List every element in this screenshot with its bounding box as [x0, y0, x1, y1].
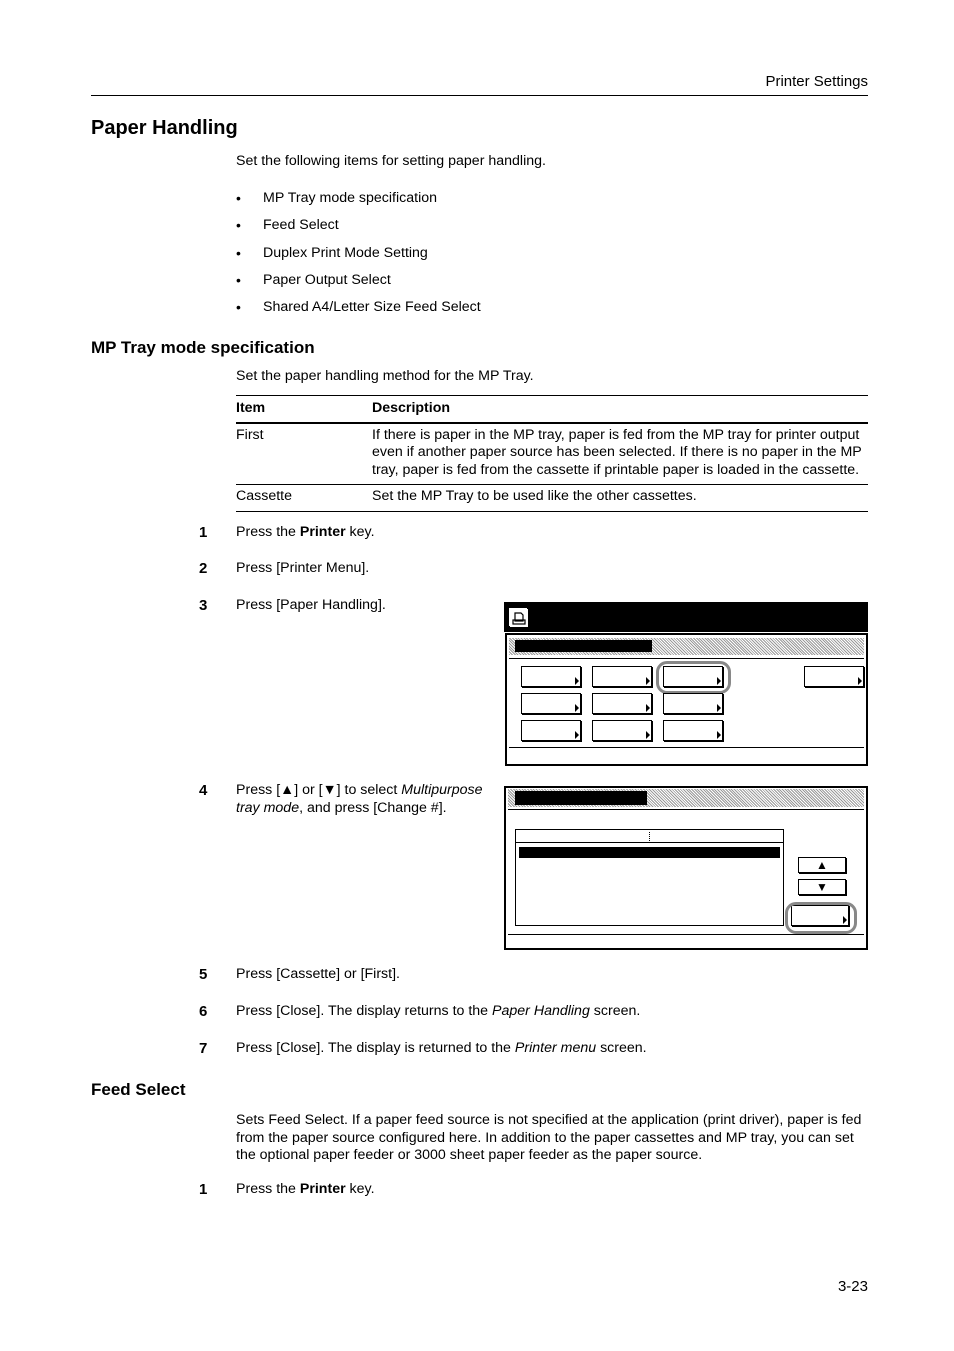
mp-tray-intro: Set the paper handling method for the MP Tray. [236, 368, 534, 384]
scroll-up-button[interactable] [798, 857, 846, 873]
down-arrow-icon: ▼ [816, 880, 828, 894]
step-number: 6 [199, 1003, 208, 1020]
menu-key[interactable] [663, 693, 723, 714]
divider [508, 934, 864, 935]
bullet-item: Shared A4/Letter Size Feed Select [263, 299, 481, 315]
page-title: Paper Handling [91, 117, 238, 139]
bullet-dot: • [236, 190, 241, 206]
table-rule [236, 511, 868, 512]
column-separator [649, 832, 650, 841]
settings-list[interactable] [515, 829, 784, 926]
screen-printer-menu [504, 602, 868, 766]
table-header-row [236, 396, 868, 422]
bullet-dot: • [236, 245, 241, 261]
bullet-item: Duplex Print Mode Setting [263, 245, 428, 261]
step-text: Press the Printer key. [236, 524, 375, 540]
bullet-item: MP Tray mode specification [263, 190, 438, 206]
step-text: Press [Paper Handling]. [236, 597, 386, 613]
up-arrow-icon: ▲ [816, 858, 828, 872]
step-number: 5 [199, 966, 208, 983]
bullet-item: Paper Output Select [263, 272, 391, 288]
table-cell-description: Set the MP Tray to be used like the other cassettes. [372, 488, 697, 504]
table-header-description: Description [372, 400, 451, 416]
list-item-selected[interactable] [519, 847, 780, 858]
scroll-down-button[interactable] [798, 879, 846, 895]
section-heading-mp-tray: MP Tray mode specification [91, 338, 315, 357]
step-text: Press [Close]. The display returns to the Paper Handling screen. [236, 1003, 641, 1019]
table-row [236, 485, 868, 511]
section-heading-feed-select: Feed Select [91, 1080, 186, 1099]
step-number: 4 [199, 782, 208, 799]
table-cell-item: First [236, 426, 264, 443]
bullet-dot: • [236, 217, 241, 233]
highlight-ring [785, 902, 857, 934]
table-row [236, 424, 868, 485]
menu-key[interactable] [592, 666, 652, 687]
step-number: 3 [199, 597, 208, 614]
bullet-item: Feed Select [263, 217, 339, 233]
step-number: 7 [199, 1040, 208, 1057]
menu-key[interactable] [521, 720, 581, 741]
step-text: Press [Close]. The display is returned to the Printer menu screen. [236, 1040, 647, 1056]
table-header-item: Item [236, 400, 266, 416]
list-header-rule [516, 842, 783, 843]
menu-key[interactable] [592, 693, 652, 714]
highlight-ring [656, 661, 731, 694]
step-number: 1 [199, 1181, 208, 1198]
table-cell-description: If there is paper in the MP tray, paper is fed from the MP tray for printer output even if another paper source has been selected. If there is no paper in the MP tray, paper is fed from the cassette if printable paper is loaded in the cassette. [372, 426, 862, 478]
mp-tray-table [236, 395, 868, 512]
bullet-dot: • [236, 272, 241, 288]
table-cell-item: Cassette [236, 488, 292, 504]
bullet-dot: • [236, 299, 241, 315]
screen-paper-handling [504, 786, 868, 950]
menu-key[interactable] [521, 693, 581, 714]
feed-select-body: Sets Feed Select. If a paper feed source is not specified at the application (print driver), paper is fed from the paper source configured here. In addition to the paper cassettes and MP tray, you can set the optional paper feeder or 3000 sheet paper feeder as the paper source. [236, 1112, 862, 1163]
step-text: Press [Cassette] or [First]. [236, 966, 400, 982]
screen-header-label [515, 640, 652, 652]
step-text: Press the Printer key. [236, 1181, 375, 1197]
running-header: Printer Settings [765, 73, 868, 90]
step-text: Press [▲] or [▼] to select Multipurpose tray mode, and press [Change #]. [236, 782, 483, 816]
divider [509, 747, 864, 748]
menu-key[interactable] [663, 720, 723, 741]
step-number: 1 [199, 524, 208, 541]
menu-key[interactable] [592, 720, 652, 741]
screen-header-label [515, 791, 647, 805]
step-text: Press [Printer Menu]. [236, 560, 370, 576]
page-number: 3-23 [837, 1278, 868, 1295]
step-number: 2 [199, 560, 208, 577]
divider [509, 658, 864, 659]
menu-key[interactable] [521, 666, 581, 687]
divider [508, 809, 864, 810]
intro-text: Set the following items for setting paper handling. [236, 153, 546, 169]
close-key[interactable] [804, 666, 864, 687]
screen-title-bar [504, 602, 868, 632]
header-rule [91, 95, 868, 96]
printer-icon [509, 608, 527, 626]
